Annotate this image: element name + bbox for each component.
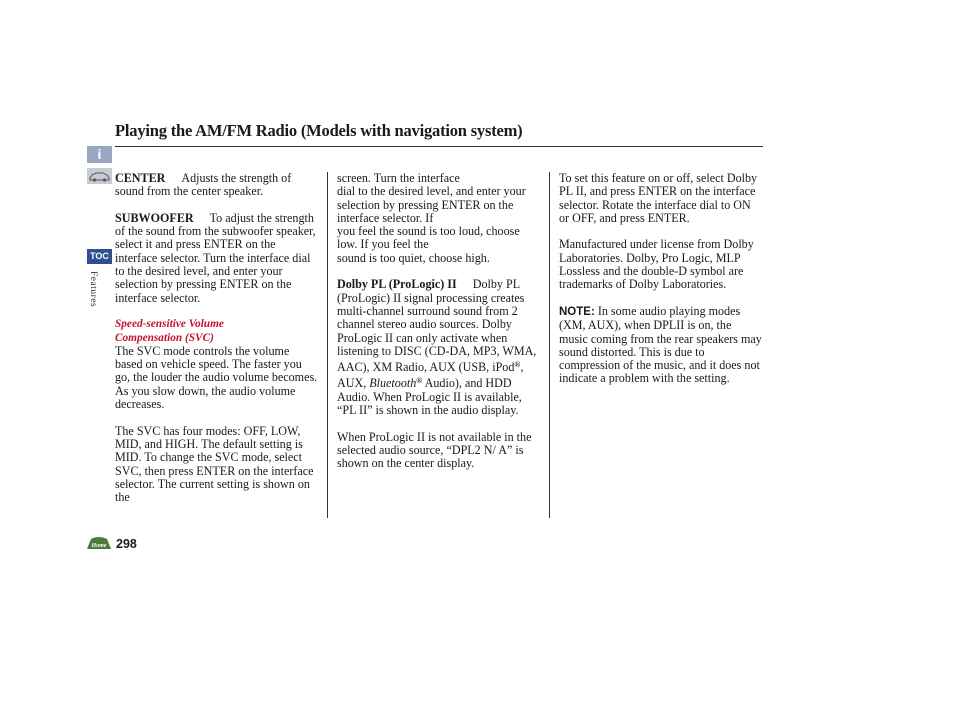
column-divider — [549, 172, 550, 518]
set-feature-paragraph: To set this feature on or off, select Dolby PL II, and press ENTER on the interface selector. Rotate the interface dial to ON or OFF, and press ENTER. — [559, 171, 758, 225]
continued-paragraph: screen. Turn the interface dial to the desired level, and enter your selection by pressing ENTER on the interface selector. If you feel the sound is too loud, choose low. If you feel the sound is too quiet, choose high. — [337, 171, 526, 265]
column-1 — [115, 172, 318, 518]
note-paragraph — [559, 305, 763, 386]
column-3 — [559, 172, 763, 399]
info-icon: i — [97, 146, 102, 162]
car-button[interactable] — [87, 168, 112, 184]
svg-text:Home: Home — [91, 543, 107, 549]
subwoofer-paragraph — [115, 212, 318, 305]
center-term: CENTER — [115, 171, 166, 185]
page-title: Playing the AM/FM Radio (Models with navigation system) — [115, 121, 523, 140]
page-number: 298 — [116, 537, 137, 551]
column-divider — [327, 172, 328, 518]
subwoofer-term: SUBWOOFER — [115, 210, 194, 225]
dolby-paragraph: Dolby PL (ProLogic) II Dolby PL (ProLogic) II signal processing creates multi-channel surround sound from 2 channel stereo audio sources. Dolby ProLogic II can only activate when listening to DISC (CD-DA, MP3, WMA, AAC), XM Radio, AUX (USB, iPod®, AUX, Bluetooth® Audio), and HDD Audio. When ProLogic II is available, “PL II” is shown in the audio display. — [337, 277, 537, 418]
home-icon — [86, 536, 112, 550]
column-2 — [337, 172, 541, 484]
home-button[interactable] — [86, 536, 112, 550]
subwoofer-text: To adjust the strength of the sound from the subwoofer speaker, select it and press ENTER on the interface selector. Turn the interface dial to the desired level, and enter your selection by pressing ENTER on the interface selector. — [115, 210, 316, 305]
svc-modes-paragraph: The SVC has four modes: OFF, LOW, MID, and HIGH. The default setting is MID. To change the SVC mode, select SVC, then press ENTER on the interface selector. The current setting is shown on the — [115, 423, 314, 505]
dolby-term: Dolby PL (ProLogic) II — [337, 277, 457, 292]
center-text: Adjusts the strength of sound from the center speaker. — [115, 171, 292, 199]
svc-paragraph: The SVC mode controls the volume based on vehicle speed. The faster you go, the louder the audio volume becomes. As you slow down, the audio volume decreases. — [115, 343, 318, 412]
not-available-paragraph: When ProLogic II is not available in the selected audio source, “DPL2 N/ A” is shown on the center display. — [337, 429, 532, 471]
note-text: In some audio playing modes (XM, AUX), when DPLII is on, the music coming from the rear speakers may sound distorted. This is due to compression of the music, and it does not indicate a problem with the setting. — [559, 303, 762, 386]
center-paragraph — [115, 172, 318, 199]
title-rule — [115, 146, 763, 147]
svc-heading: Speed-sensitive Volume Compensation (SVC) — [115, 318, 224, 344]
note-label: NOTE: — [559, 305, 595, 318]
info-button[interactable] — [87, 146, 112, 163]
car-icon — [87, 168, 112, 184]
toc-button[interactable]: TOC — [87, 249, 112, 264]
license-paragraph: Manufactured under license from Dolby Laboratories. Dolby, Pro Logic, MLP Lossless and the double-D symbol are trademarks of Dolby Laboratories. — [559, 237, 754, 292]
